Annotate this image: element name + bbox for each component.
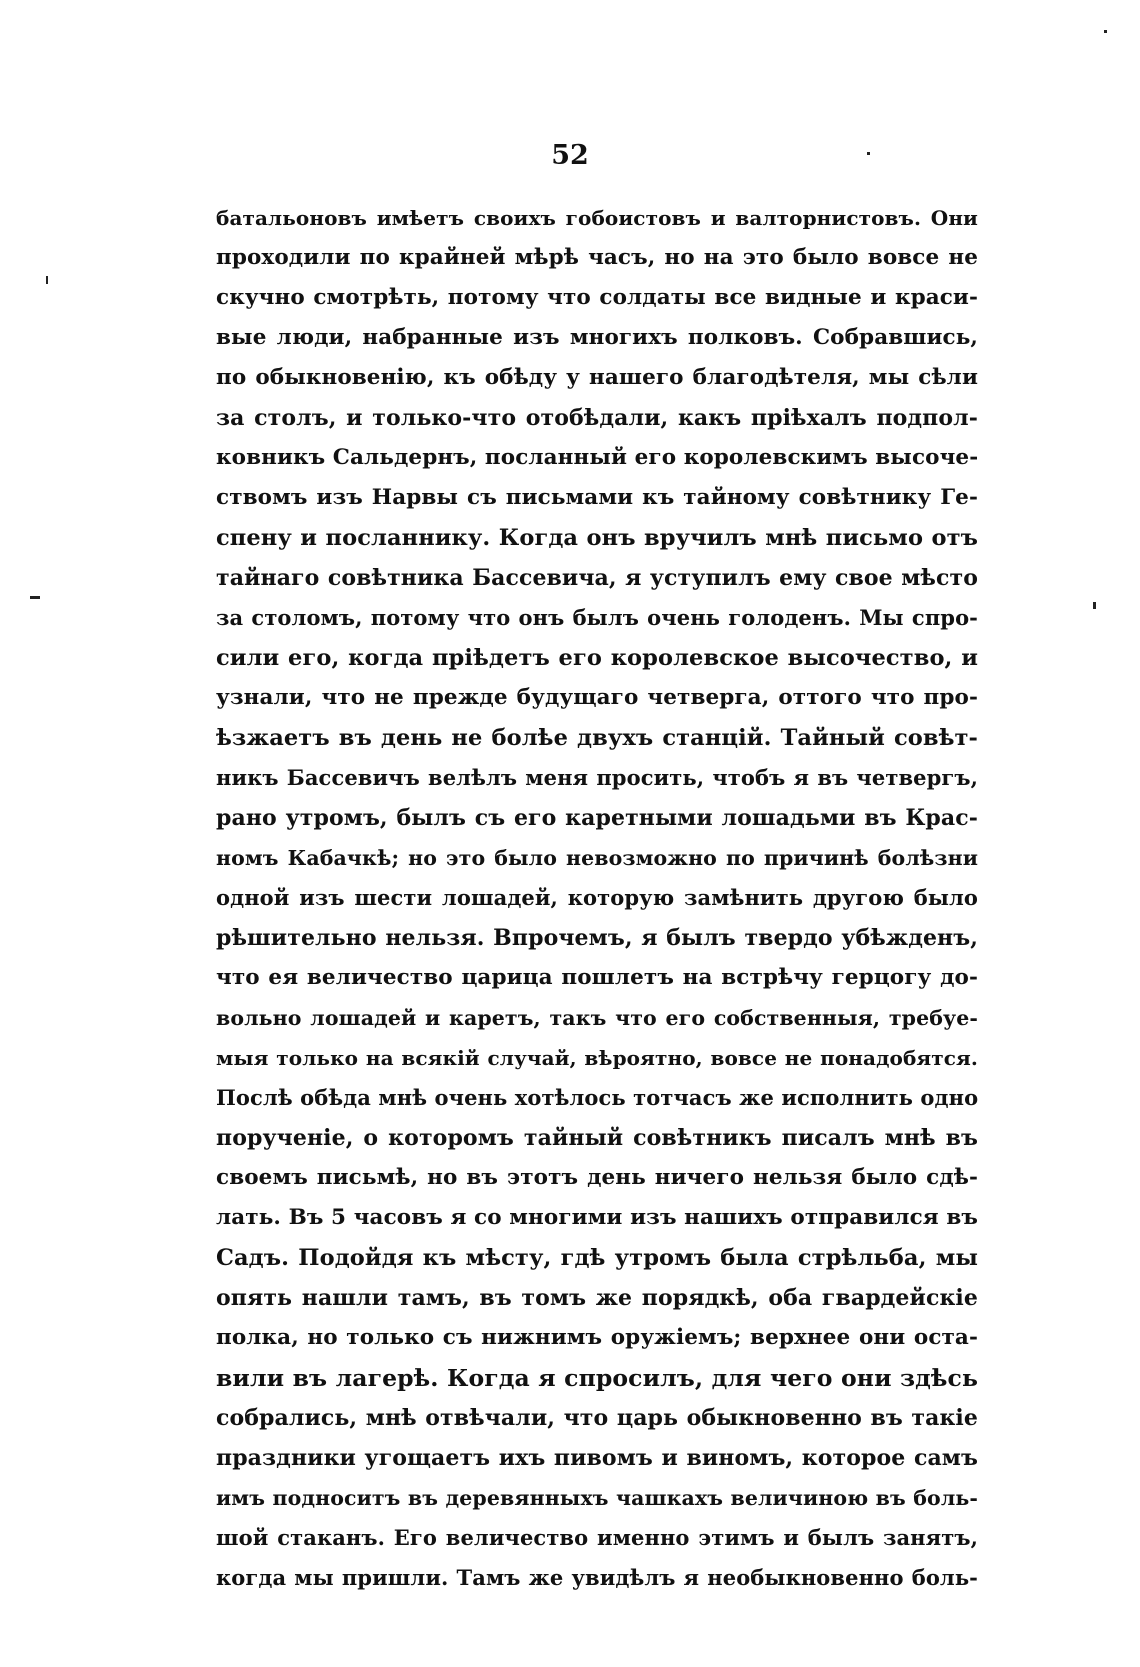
- scan-speck: [1093, 602, 1096, 609]
- body-text: [216, 198, 978, 1598]
- text-line: батальоновъ имѣетъ своихъ гобоистовъ и валторнистовъ. Они: [216, 206, 978, 230]
- text-line: одной изъ шести лошадей, которую замѣнить другою было: [216, 885, 978, 910]
- text-line: ковникъ Сальдернъ, посланный его королевскимъ высоче-: [216, 445, 979, 470]
- text-line: рано утромъ, былъ съ его каретными лошадьми въ Крас-: [216, 805, 978, 831]
- text-line: Садъ. Подойдя къ мѣсту, гдѣ утромъ была стрѣльба, мы: [216, 1245, 978, 1271]
- text-line: узнали, что не прежде будущаго четверга, оттого что про-: [216, 685, 978, 710]
- text-line: скучно смотрѣть, потому что солдаты все видные и краси-: [216, 285, 978, 310]
- text-line: за столъ, и только-что отобѣдали, какъ пріѣхалъ подпол-: [216, 405, 978, 431]
- scan-speck: [1104, 30, 1107, 33]
- text-line: вые люди, набранные изъ многихъ полковъ. Собравшись,: [216, 325, 978, 350]
- text-line: номъ Кабачкѣ; но это было невозможно по причинѣ болѣзни: [216, 846, 978, 870]
- text-line: вольно лошадей и каретъ, такъ что его собственныя, требуе-: [216, 1006, 978, 1030]
- text-line: собрались, мнѣ отвѣчали, что царь обыкновенно въ такіе: [216, 1405, 978, 1431]
- text-line: своемъ письмѣ, но въ этотъ день ничего нельзя было сдѣ-: [216, 1165, 978, 1190]
- text-line: когда мы пришли. Тамъ же увидѣлъ я необыкновенно боль-: [216, 1565, 978, 1590]
- text-line: что ея величество царица пошлетъ на встрѣчу герцогу до-: [216, 965, 978, 990]
- text-line: опять нашли тамъ, въ томъ же порядкѣ, оба гвардейскіе: [216, 1285, 978, 1311]
- text-line: тайнаго совѣтника Бассевича, я уступилъ ему свое мѣсто: [216, 565, 978, 591]
- text-line: спену и посланнику. Когда онъ вручилъ мнѣ письмо отъ: [216, 525, 978, 551]
- text-line: вили въ лагерѣ. Когда я спросилъ, для чего они здѣсь: [216, 1364, 978, 1392]
- text-line: за столомъ, потому что онъ былъ очень голоденъ. Мы спро-: [216, 605, 978, 630]
- text-line: рѣшительно нельзя. Впрочемъ, я былъ твердо убѣжденъ,: [216, 925, 978, 951]
- text-line: сили его, когда пріѣдетъ его королевское высочество, и: [216, 645, 978, 671]
- scan-speck: [46, 276, 48, 284]
- text-line: порученіе, о которомъ тайный совѣтникъ писалъ мнѣ въ: [216, 1125, 978, 1151]
- text-line: шой стаканъ. Его величество именно этимъ и былъ занятъ,: [216, 1525, 978, 1550]
- text-line: по обыкновенію, къ обѣду у нашего благодѣтеля, мы сѣли: [216, 365, 978, 390]
- page-number: 52: [551, 140, 589, 171]
- text-line: никъ Бассевичъ велѣлъ меня просить, чтобъ я въ четвергъ,: [216, 765, 978, 790]
- text-line: проходили по крайней мѣрѣ часъ, но на это было вовсе не: [216, 245, 978, 270]
- text-line: лать. Въ 5 часовъ я со многими изъ нашихъ отправился въ: [216, 1205, 978, 1230]
- text-line: мыя только на всякій случай, вѣроятно, вовсе не понадобятся.: [216, 1046, 978, 1070]
- text-line: имъ подноситъ въ деревянныхъ чашкахъ величиною въ боль-: [216, 1486, 978, 1510]
- text-line: полка, но только съ нижнимъ оружіемъ; верхнее они оста-: [216, 1325, 978, 1350]
- text-line: ствомъ изъ Нарвы съ письмами къ тайному совѣтнику Ге-: [216, 485, 978, 510]
- scan-speck: [30, 596, 40, 599]
- text-line: Послѣ обѣда мнѣ очень хотѣлось тотчасъ же исполнить одно: [216, 1085, 979, 1110]
- text-line: праздники угощаетъ ихъ пивомъ и виномъ, которое самъ: [216, 1445, 978, 1471]
- text-line: ѣзжаетъ въ день не болѣе двухъ станцій. Тайный совѣт-: [216, 725, 978, 751]
